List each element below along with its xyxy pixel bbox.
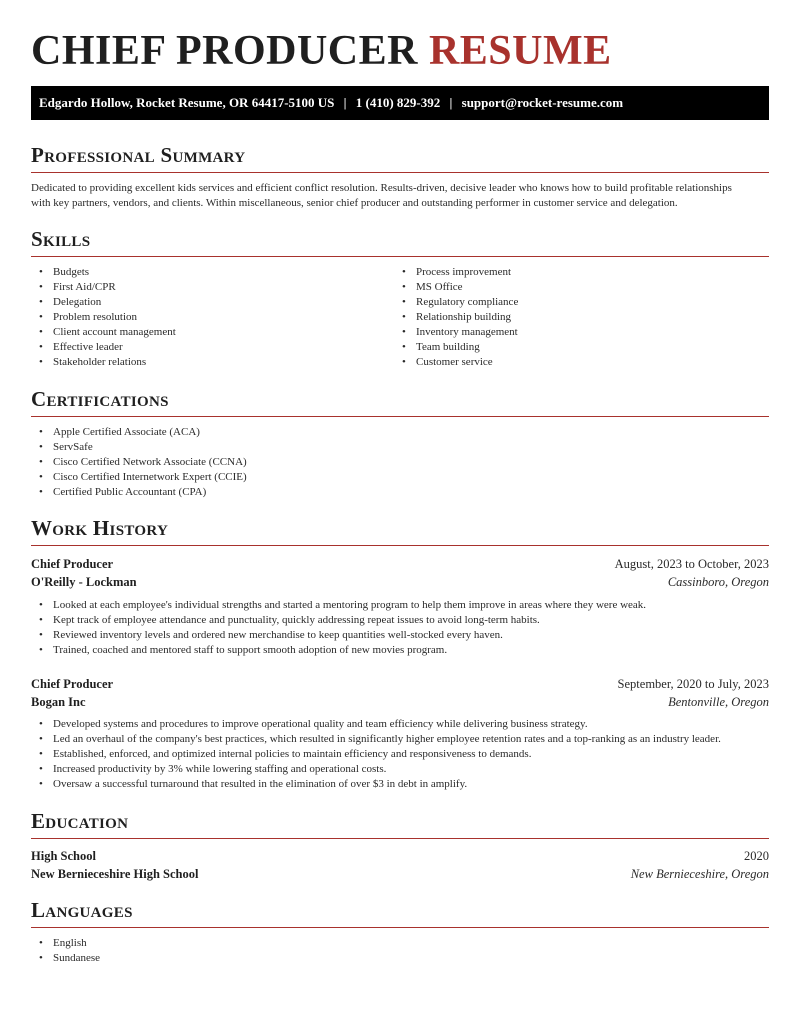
list-item: • Reviewed inventory levels and ordered new merchandise to keep quantities well-stocked every haven. (31, 628, 646, 643)
certifications-list (31, 425, 247, 500)
job-company-row (31, 693, 769, 711)
list-item: • Oversaw a successful turnaround that resulted in the elimination of over $3 in debt in amplify. (31, 777, 721, 792)
job-location: Bentonville, Oregon (668, 695, 769, 709)
summary-heading: Professional Summary (31, 142, 769, 173)
certifications-heading: Certifications (31, 386, 769, 417)
job-dates: September, 2020 to July, 2023 (617, 677, 769, 691)
job-title-row (31, 555, 769, 573)
contact-email[interactable]: support@rocket-resume.com (461, 95, 624, 110)
list-item: • Cisco Certified Network Associate (CCNA) (31, 455, 247, 470)
job-company: Bogan Inc (31, 695, 86, 709)
skills-list-right (394, 265, 518, 370)
list-item: • Increased productivity by 3% while lowering staffing and operational costs. (31, 762, 721, 777)
skills-list-left (31, 265, 176, 370)
title-main: CHIEF PRODUCER (31, 28, 418, 74)
education-school-row (31, 865, 769, 883)
job-title: Chief Producer (31, 677, 114, 691)
list-item: • Sundanese (31, 951, 100, 966)
list-item: • Budgets (31, 265, 176, 280)
job-bullets (31, 598, 646, 658)
resume-title (31, 28, 612, 74)
list-item: • Problem resolution (31, 310, 176, 325)
list-item: • Kept track of employee attendance and punctuality, quickly addressing repeat issues to avoid long-term habits. (31, 613, 646, 628)
title-accent: RESUME (428, 28, 612, 74)
languages-heading: Languages (31, 897, 769, 928)
job-bullets (31, 717, 721, 792)
contact-separator: | (343, 95, 347, 110)
list-item: • MS Office (394, 280, 518, 295)
job-company: O'Reilly - Lockman (31, 575, 137, 589)
list-item: • Team building (394, 340, 518, 355)
skills-heading: Skills (31, 226, 769, 257)
list-item: • Customer service (394, 355, 518, 370)
education-degree: High School (31, 849, 96, 863)
list-item: • Developed systems and procedures to improve operational quality and team efficiency while delivering business strategy. (31, 717, 721, 732)
education-heading: Education (31, 808, 769, 839)
list-item: • Looked at each employee's individual strengths and started a mentoring program to help them improve in areas where they were weak. (31, 598, 646, 613)
summary-text: Dedicated to providing excellent kids services and efficient conflict resolution. Results-driven, decisive leader who knows how to build profitable relationships with key partners, vendors, and clients. Within miscellaneous, senior chief producer and outstanding performer in customer service and delegation. (31, 182, 732, 209)
list-item: • English (31, 936, 100, 951)
education-degree-row (31, 847, 769, 865)
job-title: Chief Producer (31, 557, 114, 571)
job-dates: August, 2023 to October, 2023 (614, 557, 769, 571)
education-location: New Bernieceshire, Oregon (630, 867, 769, 881)
list-item: • Client account management (31, 325, 176, 340)
list-item: • Inventory management (394, 325, 518, 340)
list-item: • Certified Public Accountant (CPA) (31, 485, 247, 500)
list-item: • Apple Certified Associate (ACA) (31, 425, 247, 440)
list-item: • Led an overhaul of the company's best practices, which resulted in significantly higher employee retention rates and a top-ranking as an industry leader. (31, 732, 721, 747)
list-item: • ServSafe (31, 440, 247, 455)
languages-list (31, 936, 100, 966)
contact-phone: 1 (410) 829-392 (355, 95, 441, 110)
list-item: • Cisco Certified Internetwork Expert (CCIE) (31, 470, 247, 485)
job-location: Cassinboro, Oregon (667, 575, 769, 589)
list-item: • First Aid/CPR (31, 280, 176, 295)
list-item: • Process improvement (394, 265, 518, 280)
education-year: 2020 (744, 849, 769, 863)
list-item: • Established, enforced, and optimized internal policies to maintain efficiency and responsiveness to demands. (31, 747, 721, 762)
contact-address: Edgardo Hollow, Rocket Resume, OR 64417-5100 US (39, 95, 335, 110)
job-title-row (31, 675, 769, 693)
list-item: • Delegation (31, 295, 176, 310)
list-item: • Effective leader (31, 340, 176, 355)
list-item: • Stakeholder relations (31, 355, 176, 370)
list-item: • Trained, coached and mentored staff to support smooth adoption of new movies program. (31, 643, 646, 658)
education-school: New Bernieceshire High School (31, 867, 199, 881)
job-company-row (31, 573, 769, 591)
contact-bar (31, 86, 769, 120)
list-item: • Regulatory compliance (394, 295, 518, 310)
list-item: • Relationship building (394, 310, 518, 325)
work-history-heading: Work History (31, 515, 769, 546)
contact-separator: | (449, 95, 453, 110)
